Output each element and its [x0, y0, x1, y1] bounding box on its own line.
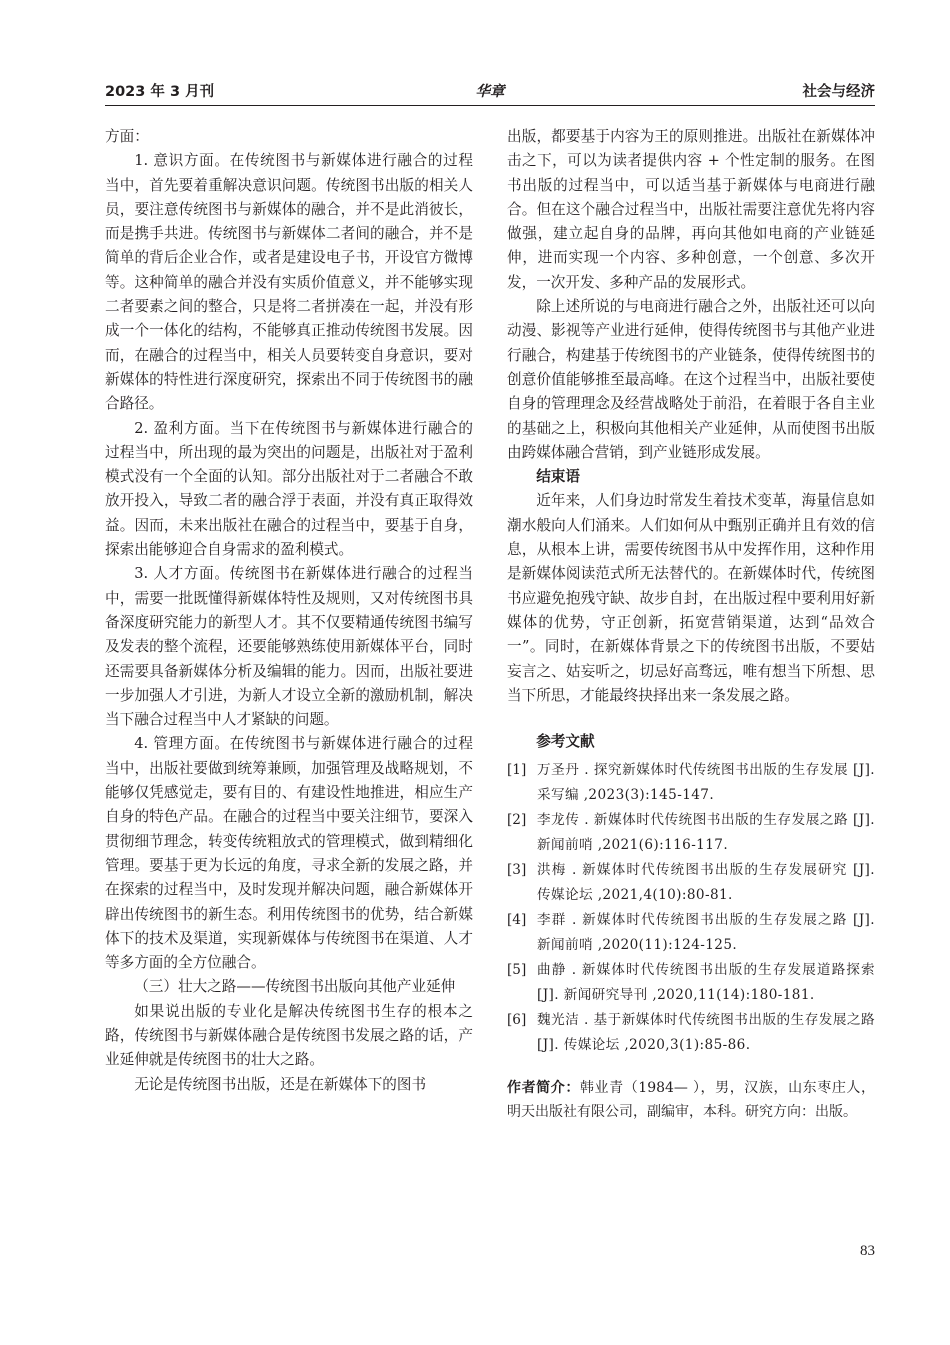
reference-item	[507, 958, 875, 1007]
page-number: 83	[860, 1243, 875, 1259]
author-bio	[507, 1077, 875, 1124]
reference-number: [3]	[507, 862, 527, 879]
reference-text: 万圣丹 . 探究新媒体时代传统图书出版的生存发展 [J]. 采写编 ,2023(3):145-147.	[537, 762, 875, 803]
reference-text: 洪梅 . 新媒体时代传统图书出版的生存发展研究 [J]. 传媒论坛 ,2021,4(10):80-81.	[537, 862, 875, 903]
right-column	[507, 125, 875, 1124]
reference-number: [5]	[507, 962, 527, 979]
section-name: 社会与经济	[802, 84, 875, 100]
paragraph: 除上述所说的与电商进行融合之外，出版社还可以向动漫、影视等产业进行延伸，使得传统图书与其他产业进行融合，构建基于传统图书的产业链条，使得传统图书的创意价值能够推至最高峰。在这个过程当中，出版社要使自身的管理理念及经营战略处于前沿，在着眼于各自主业的基础之上，积极向其他相关产业延伸，从而使图书出版由跨媒体融合营销，到产业链形成发展。	[507, 298, 875, 461]
reference-number: [1]	[507, 762, 527, 779]
reference-number: [2]	[507, 812, 527, 829]
header-rule	[105, 105, 875, 106]
reference-text: 魏光洁 . 基于新媒体时代传统图书出版的生存发展之路 [J]. 传媒论坛 ,2020,3(1):85-86.	[537, 1012, 875, 1053]
journal-issue-date: 2023 年 3 月刊	[105, 84, 215, 100]
paragraph: 1. 意识方面。在传统图书与新媒体进行融合的过程当中，首先要着重解决意识问题。传统图书出版的相关人员，要注意传统图书与新媒体的融合，并不是此消彼长，而是携手共进。传统图书与新媒体二者间的融合，并不是简单的背后企业合作，或者是建设电子书，开设官方微博等。这种简单的融合并没有实质价值意义，并不能够实现二者要素之间的整合，只是将二者拼凑在一起，并没有形成一个一体化的结构，不能够真正推动传统图书发展。因而，在融合的过程当中，相关人员要转变自身意识，要对新媒体的特性进行深度研究，探索出不同于传统图书的融合路径。	[105, 152, 473, 413]
subsection-heading: （三）壮大之路——传统图书出版向其他产业延伸	[134, 978, 456, 996]
reference-text: 李群 . 新媒体时代传统图书出版的生存发展之路 [J]. 新闻前哨 ,2020(11):124-125.	[537, 912, 875, 953]
reference-item	[507, 1008, 875, 1057]
reference-text: 李龙传 . 新媒体时代传统图书出版的生存发展之路 [J]. 新闻前哨 ,2021(6):116-117.	[537, 812, 875, 853]
paragraph: 近年来，人们身边时常发生着技术变革，海量信息如潮水般向人们涌来。人们如何从中甄别正确并且有效的信息，从根本上讲，需要传统图书从中发挥作用，这种作用是新媒体阅读范式所无法替代的。在新媒体时代，传统图书应避免抱残守缺、故步自封，在出版过程中要利用好新媒体的优势，守正创新，拓宽营销渠道，达到“品效合一”。同时，在新媒体背景之下的传统图书出版，不要姑妄言之、姑妄听之，切忌好高骛远，唯有想当下所想、思当下所思，才能最终抉择出来一条发展之路。	[507, 492, 875, 704]
author-bio-label: 作者简介：	[507, 1080, 580, 1097]
paragraph: 如果说出版的专业化是解决传统图书生存的根本之路，传统图书与新媒体融合是传统图书发展之路的话，产业延伸就是传统图书的壮大之路。	[105, 1002, 473, 1069]
left-column	[105, 125, 473, 1097]
reference-number: [4]	[507, 912, 527, 929]
paragraph: 2. 盈利方面。当下在传统图书与新媒体进行融合的过程当中，所出现的最为突出的问题是，出版社对于盈利模式没有一个全面的认知。部分出版社对于二者融合不敢放开投入，导致二者的融合浮于表面，并没有真正取得效益。因而，未来出版社在融合的过程当中，要基于自身，探索出能够迎合自身需求的盈利模式。	[105, 419, 473, 559]
references-title: 参考文献	[536, 733, 595, 751]
paragraph: 出版，都要基于内容为王的原则推进。出版社在新媒体冲击之下，可以为读者提供内容 + 个性定制的服务。在图书出版的过程当中，可以适当基于新媒体与电商进行融合。但在这个融合过程当中，出版社需要注意优先将内容做强，建立起自身的品牌，再向其他如电商的产业链延伸，进而实现一个内容、多种创意，一个创意、多次开发，一次开发、多种产品的发展形式。	[507, 128, 875, 291]
paragraph: 无论是传统图书出版，还是在新媒体下的图书	[134, 1075, 427, 1093]
reference-item	[507, 758, 875, 807]
reference-text: 曲静 . 新媒体时代传统图书出版的生存发展道路探索 [J]. 新闻研究导刊 ,2020,11(14):180-181.	[537, 962, 875, 1003]
author-bio-text: 韩业青（1984— ），男，汉族，山东枣庄人，明天出版社有限公司，副编审，本科。研究方向：出版。	[507, 1080, 876, 1120]
reference-item	[507, 808, 875, 857]
reference-item	[507, 858, 875, 907]
journal-title: 华章	[475, 84, 505, 100]
reference-number: [6]	[507, 1012, 527, 1029]
paragraph: 方面：	[105, 128, 149, 145]
paragraph: 3. 人才方面。传统图书在新媒体进行融合的过程当中，需要一批既懂得新媒体特性及规则，又对传统图书具备深度研究能力的新型人才。其不仅要精通传统图书编写及发表的整个流程，还要能够熟练使用新媒体平台，同时还需要具备新媒体分析及编辑的能力。因而，出版社要进一步加强人才引进，为新人才设立全新的激励机制，解决当下融合过程当中人才紧缺的问题。	[105, 565, 473, 729]
page-header	[105, 76, 875, 110]
conclusion-heading: 结束语	[536, 468, 580, 486]
reference-item	[507, 908, 875, 957]
references-list	[507, 758, 875, 1057]
paragraph: 4. 管理方面。在传统图书与新媒体进行融合的过程当中，出版社要做到统筹兼顾，加强管理及战略规划，不能够仅凭感觉走，要有目的、有建设性地推进，相应生产自身的特色产品。在融合的过程当中要关注细节，要深入贯彻细节理念，转变传统粗放式的管理模式，做到精细化管理。要基于更为长远的角度，寻求全新的发展之路，并在探索的过程当中，及时发现并解决问题，融合新媒体开辟出传统图书的新生态。利用传统图书的优势，结合新媒体下的技术及渠道，实现新媒体与传统图书在渠道、人才等多方面的全方位融合。	[105, 735, 473, 972]
